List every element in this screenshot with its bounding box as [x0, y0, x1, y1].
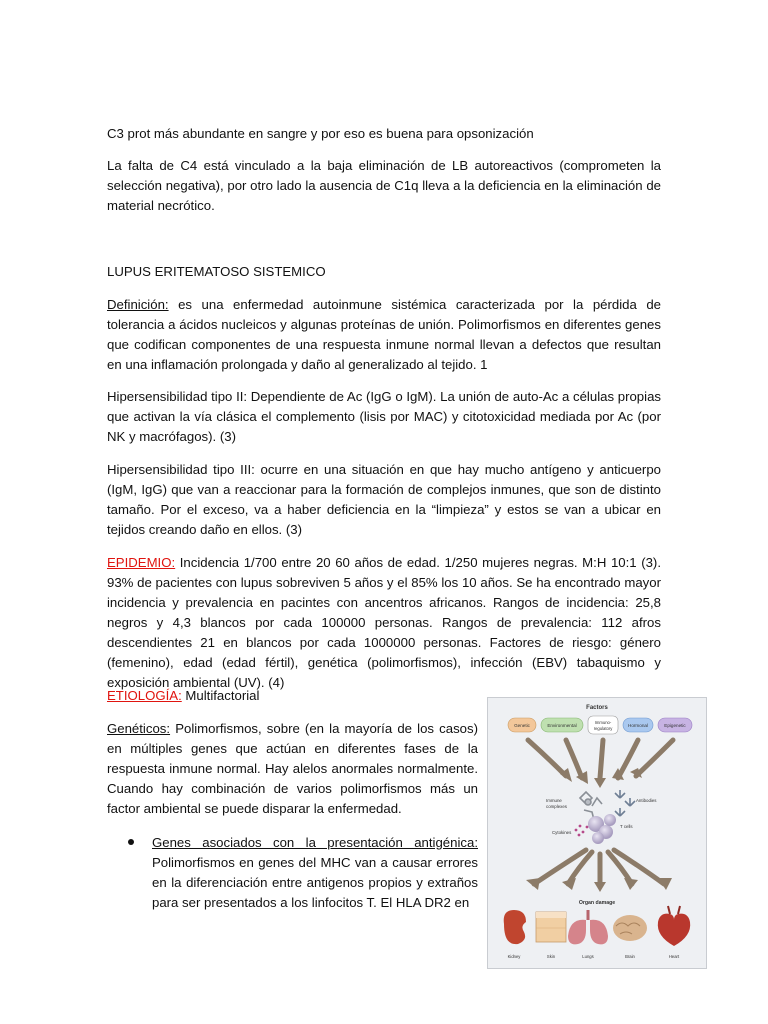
factor-immunoregulatory: [588, 716, 618, 734]
immune-complexes-graphic: [580, 792, 602, 820]
kidney-icon: [504, 910, 526, 959]
figure-title: Factors: [586, 705, 608, 711]
svg-text:Hormonal: Hormonal: [628, 723, 648, 728]
definition-label: Definición:: [107, 297, 169, 312]
antibodies-graphic: [615, 790, 635, 816]
svg-text:Genetic: Genetic: [514, 723, 530, 728]
svg-text:Brain: Brain: [625, 954, 635, 959]
brain-icon: [613, 915, 647, 959]
bullet-list-item: [128, 833, 478, 913]
figure-svg: [488, 698, 706, 968]
cytokines-dots: [575, 825, 589, 837]
epidemiology-label: EPIDEMIO:: [107, 555, 176, 570]
organ-damage-label: Organ damage: [578, 900, 616, 906]
svg-text:Lungs: Lungs: [582, 954, 594, 959]
etiology-label: ETIOLOGÍA:: [107, 688, 182, 703]
factor-genetic: [508, 718, 536, 732]
cytokines-label: Cytokines: [552, 830, 572, 835]
bullet-dot: [128, 839, 134, 845]
etiology-text: Multifactorial: [181, 688, 260, 703]
bullet-label: Genes asociados con la presentación antigénica:: [152, 835, 478, 850]
genetics-label: Genéticos:: [107, 721, 171, 736]
paragraph-hypersensitivity-3: Hipersensibilidad tipo III: ocurre en una situación en que hay mucho antígeno y anticuerpo (IgM, IgG) que van a reaccionar para la formación de complejos inmunes, que son de distinto tamaño. Por el exceso, va a haber deficiencia en la “limpieza” y estos se van a ubicar en tejidos creando daño en ellos. (3): [107, 462, 661, 537]
paragraph-c4: La falta de C4 está vinculado a la baja eliminación de LB autoreactivos (comprometen la selección negativa), por otro lado la ausencia de C1q lleva a la deficiencia en la eliminación de material necrótico.: [107, 158, 661, 213]
svg-text:Skin: Skin: [546, 954, 556, 959]
bullet-text: [152, 833, 478, 913]
lungs-icon: [568, 910, 608, 959]
factor-hormonal: [623, 718, 653, 732]
t-cells-label: T cells: [620, 824, 633, 829]
skin-icon: [536, 912, 566, 959]
paragraph-hypersensitivity-2: Hipersensibilidad tipo II: Dependiente de Ac (IgG o IgM). La unión de auto-Ac a células propias que activan la vía clásica el complemento (lisis por MAC) y citotoxicidad mediada por Ac (por NK y macrófagos). (3): [107, 389, 661, 444]
t-cells-graphic: [588, 814, 616, 844]
immune-complexes-label: Immune: [546, 798, 562, 803]
bullet-body: Polimorfismos en genes del MHC van a causar errores en la diferenciación entre antigenos propios y extraños para ser presentados a los linfocitos T. El HLA DR2 en: [152, 855, 478, 910]
svg-text:Kidney: Kidney: [507, 954, 521, 959]
heart-icon: [658, 906, 690, 959]
svg-text:Heart: Heart: [668, 954, 680, 959]
paragraph-definition: [107, 295, 661, 375]
epidemiology-text: Incidencia 1/700 entre 20 60 años de edad. 1/250 mujeres negras. M:H 10:1 (3). 93% de pacientes con lupus sobreviven 5 años y el 85% los 10 años. Se ha encontrado mayor incidencia y prevalencia en pacintes con ancentros africanos. Rangos de incidencia: 25,8 negros y 4,3 blancos por cada 100000 personas. Rangos de prevalencia: 112 afros descendientes 21 en blancos por cada 1000000 personas. Factores de riesgo: género (femenino), edad (edad fértil), genética (polimorfismos), infección (EBV) tabaquismo y exposición ambiental (UV). (4): [107, 555, 661, 690]
factor-environmental: [541, 718, 583, 732]
paragraph-epidemiology: [107, 553, 661, 693]
factor-epigenetic: [658, 718, 692, 732]
genetics-text: Polimorfismos, sobre (en la mayoría de los casos) en múltiples genes que actúan en diferentes fases de la respuesta inmune normal. Hay alelos anormales normalmente. Cuando hay combinación de varios polimorfismos más un factor ambiental se puede disparar la enfermedad.: [107, 721, 478, 816]
lupus-factors-figure: [487, 697, 707, 969]
svg-text:Immuno-: Immuno-: [594, 720, 612, 725]
section-heading: LUPUS ERITEMATOSO SISTEMICO: [107, 264, 326, 279]
paragraph-c3: C3 prot más abundante en sangre y por eso es buena para opsonización: [107, 126, 534, 141]
svg-text:regulatory: regulatory: [593, 726, 613, 731]
antibodies-label: Antibodies: [636, 798, 657, 803]
diverging-arrows: [534, 850, 664, 884]
svg-text:complexes: complexes: [546, 804, 567, 809]
svg-text:Environmental: Environmental: [547, 723, 577, 728]
paragraph-genetics: [107, 719, 478, 819]
converging-arrows: [528, 740, 673, 778]
svg-text:Epigenetic: Epigenetic: [664, 723, 686, 728]
definition-text: es una enfermedad autoinmune sistémica caracterizada por la pérdida de tolerancia a ácidos nucleicos y algunas proteínas de unión. Polimorfismos en diferentes genes que codifican componentes de una respuesta inmune normal llevan a defectos que resultan en una inflamación prolongada y daño al generalizado al tejido. 1: [107, 297, 661, 372]
